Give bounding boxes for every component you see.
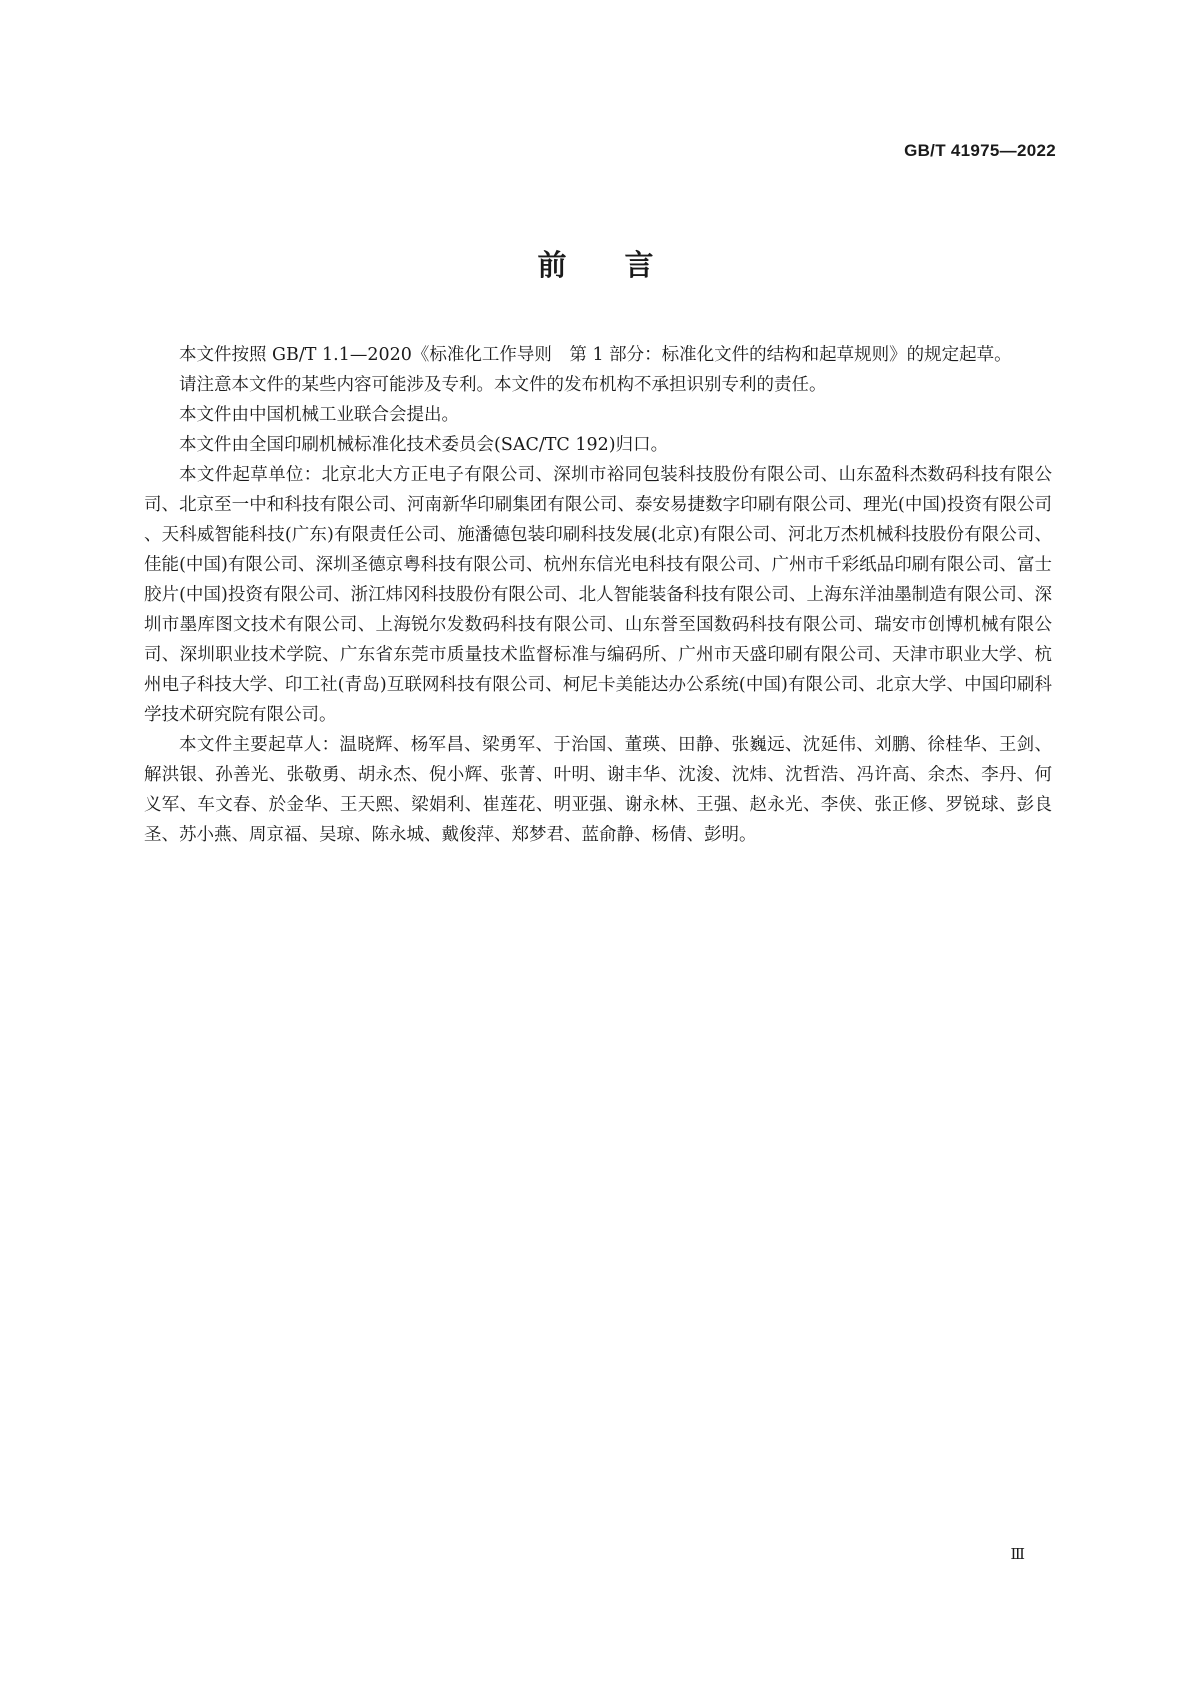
- paragraph-proposer: 本文件由中国机械工业联合会提出。: [179, 405, 459, 425]
- paragraph-drafters: 本文件主要起草人：温晓辉、杨军昌、梁勇军、于治国、董瑛、田静、张巍远、沈延伟、刘鹏、徐桂华、王剑、解洪银、孙善光、张敬勇、胡永杰、倪小辉、张菁、叶明、谢丰华、沈浚、沈炜、沈哲浩、冯许高、余杰、李丹、何义军、车文春、於金华、王天熙、梁娟利、崔莲花、明亚强、谢永林、王强、赵永光、李侠、张正修、罗锐球、彭良圣、苏小燕、周京福、吴琼、陈永城、戴俊萍、郑梦君、蓝俞静、杨倩、彭明。: [144, 735, 1052, 845]
- paragraph-drafting-basis: 本文件按照 GB/T 1.1—2020《标准化工作导则 第 1 部分：标准化文件的结构和起草规则》的规定起草。: [179, 345, 1012, 365]
- standard-code: GB/T 41975—2022: [904, 141, 1056, 160]
- page-number: Ⅲ: [1010, 1545, 1025, 1563]
- paragraph-patent-notice: 请注意本文件的某些内容可能涉及专利。本文件的发布机构不承担识别专利的责任。: [179, 375, 827, 395]
- paragraph-committee: 本文件由全国印刷机械标准化技术委员会(SAC/TC 192)归口。: [179, 435, 669, 455]
- document-body: [144, 340, 1052, 850]
- page-title: 前言: [537, 248, 712, 282]
- paragraph-drafting-units: 本文件起草单位：北京北大方正电子有限公司、深圳市裕同包装科技股份有限公司、山东盈科杰数码科技有限公司、北京至一中和科技有限公司、河南新华印刷集团有限公司、泰安易捷数字印刷有限公司、理光(中国)投资有限公司、天科威智能科技(广东)有限责任公司、施潘德包装印刷科技发展(北京)有限公司、河北万杰机械科技股份有限公司、佳能(中国)有限公司、深圳圣德京粤科技有限公司、杭州东信光电科技有限公司、广州市千彩纸品印刷有限公司、富士胶片(中国)投资有限公司、浙江炜冈科技股份有限公司、北人智能装备科技有限公司、上海东洋油墨制造有限公司、深圳市墨库图文技术有限公司、上海锐尔发数码科技有限公司、山东誉至国数码科技有限公司、瑞安市创博机械有限公司、深圳职业技术学院、广东省东莞市质量技术监督标准与编码所、广州市天盛印刷有限公司、天津市职业大学、杭州电子科技大学、印工社(青岛)互联网科技有限公司、柯尼卡美能达办公系统(中国)有限公司、北京大学、中国印刷科学技术研究院有限公司。: [144, 465, 1052, 725]
